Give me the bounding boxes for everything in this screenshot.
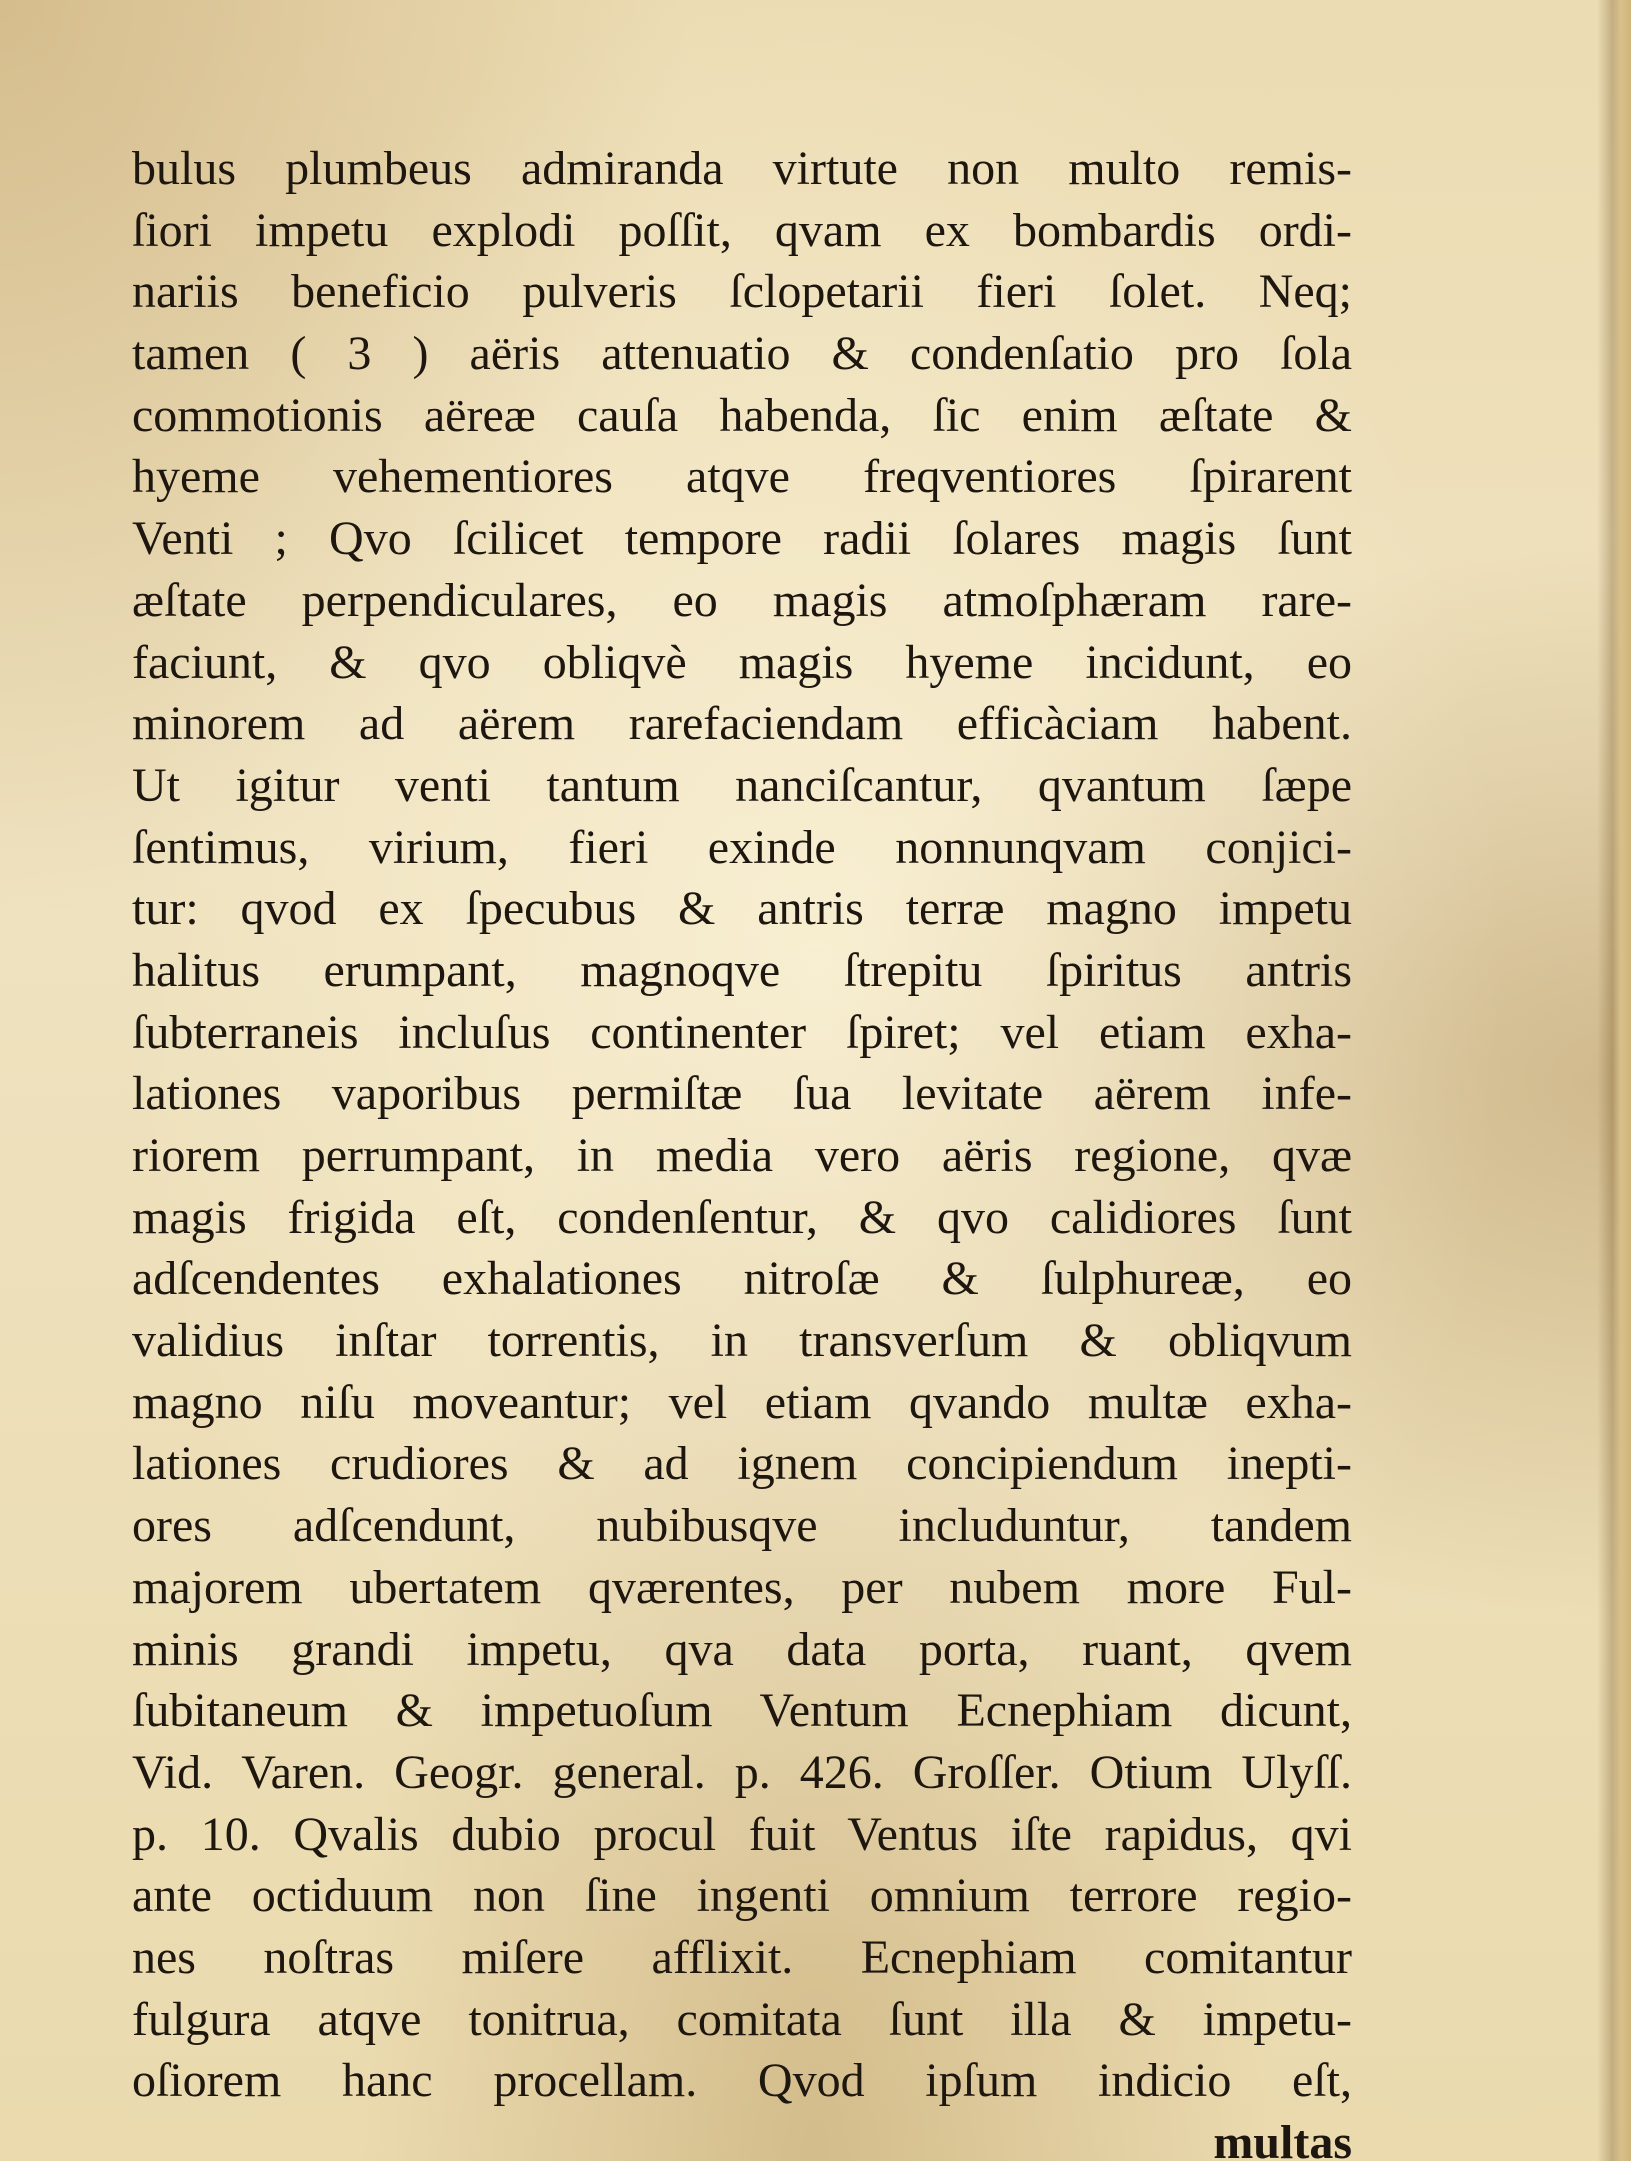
text-line: magno niſu moveantur; vel etiam qvando multæ exha-: [132, 1375, 1352, 1429]
text-line: Ut igitur venti tantum nanciſcantur, qvantum ſæpe: [132, 758, 1352, 812]
text-line: tur: qvod ex ſpecubus & antris terræ magno impetu: [132, 882, 1352, 936]
text-line: ante octiduum non ſine ingenti omnium terrore regio-: [132, 1869, 1352, 1923]
text-line: adſcendentes exhalationes nitroſæ & ſulphureæ, eo: [132, 1252, 1352, 1306]
text-line: nes noſtras miſere afflixit. Ecnephiam comitantur: [132, 1930, 1352, 1984]
text-line: validius inſtar torrentis, in transverſum & obliqvum: [132, 1314, 1352, 1368]
text-line: ores adſcendunt, nubibusqve includuntur, tandem: [132, 1499, 1352, 1553]
text-line: minis grandi impetu, qva data porta, ruant, qvem: [132, 1622, 1352, 1676]
text-line: lationes vaporibus permiſtæ ſua levitate aërem infe-: [132, 1067, 1352, 1121]
text-line: riorem perrumpant, in media vero aëris regione, qvæ: [132, 1129, 1352, 1182]
text-line: p. 10. Qvalis dubio procul fuit Ventus iſte rapidus, qvi: [132, 1807, 1352, 1861]
body-text: [132, 138, 1352, 2161]
text-line: æſtate perpendiculares, eo magis atmoſphæram rare-: [132, 573, 1352, 627]
text-line: majorem ubertatem qværentes, per nubem more Ful-: [132, 1560, 1352, 1614]
text-line: nariis beneficio pulveris ſclopetarii fieri ſolet. Neq;: [132, 265, 1352, 319]
text-line: oſiorem hanc procellam. Qvod ipſum indicio eſt,: [132, 2054, 1352, 2108]
text-line: ſentimus, virium, fieri exinde nonnunqvam conjici-: [132, 820, 1352, 874]
text-line: magis frigida eſt, condenſentur, & qvo calidiores ſunt: [132, 1190, 1352, 1244]
text-line: Vid. Varen. Geogr. general. p. 426. Groſſer. Otium Ulyſſ.: [132, 1745, 1352, 1799]
text-line: ſiori impetu explodi poſſit, qvam ex bombardis ordi-: [132, 203, 1352, 257]
text-line: hyeme vehementiores atqve freqventiores ſpirarent: [132, 450, 1352, 504]
text-line: commotionis aëreæ cauſa habenda, ſic enim æſtate &: [132, 388, 1352, 442]
text-line: tamen ( 3 ) aëris attenuatio & condenſatio pro ſola: [132, 327, 1352, 381]
text-line: fulgura atqve tonitrua, comitata ſunt illa & impetu-: [132, 1992, 1352, 2046]
page-edge-shadow: [1597, 0, 1631, 2161]
text-line: faciunt, & qvo obliqvè magis hyeme incidunt, eo: [132, 635, 1352, 689]
text-line: halitus erumpant, magnoqve ſtrepitu ſpiritus antris: [132, 943, 1352, 997]
text-line: lationes crudiores & ad ignem concipiendum inepti-: [132, 1437, 1352, 1491]
text-line: bulus plumbeus admiranda virtute non multo remis-: [132, 142, 1352, 195]
text-line: ſubitaneum & impetuoſum Ventum Ecnephiam dicunt,: [132, 1684, 1352, 1738]
catchword: multas: [1213, 2116, 1352, 2161]
text-line: minorem ad aërem rarefaciendam efficàciam habent.: [132, 697, 1352, 751]
text-line: Venti ; Qvo ſcilicet tempore radii ſolares magis ſunt: [132, 512, 1352, 566]
text-line: ſubterraneis incluſus continenter ſpiret; vel etiam exha-: [132, 1005, 1352, 1059]
